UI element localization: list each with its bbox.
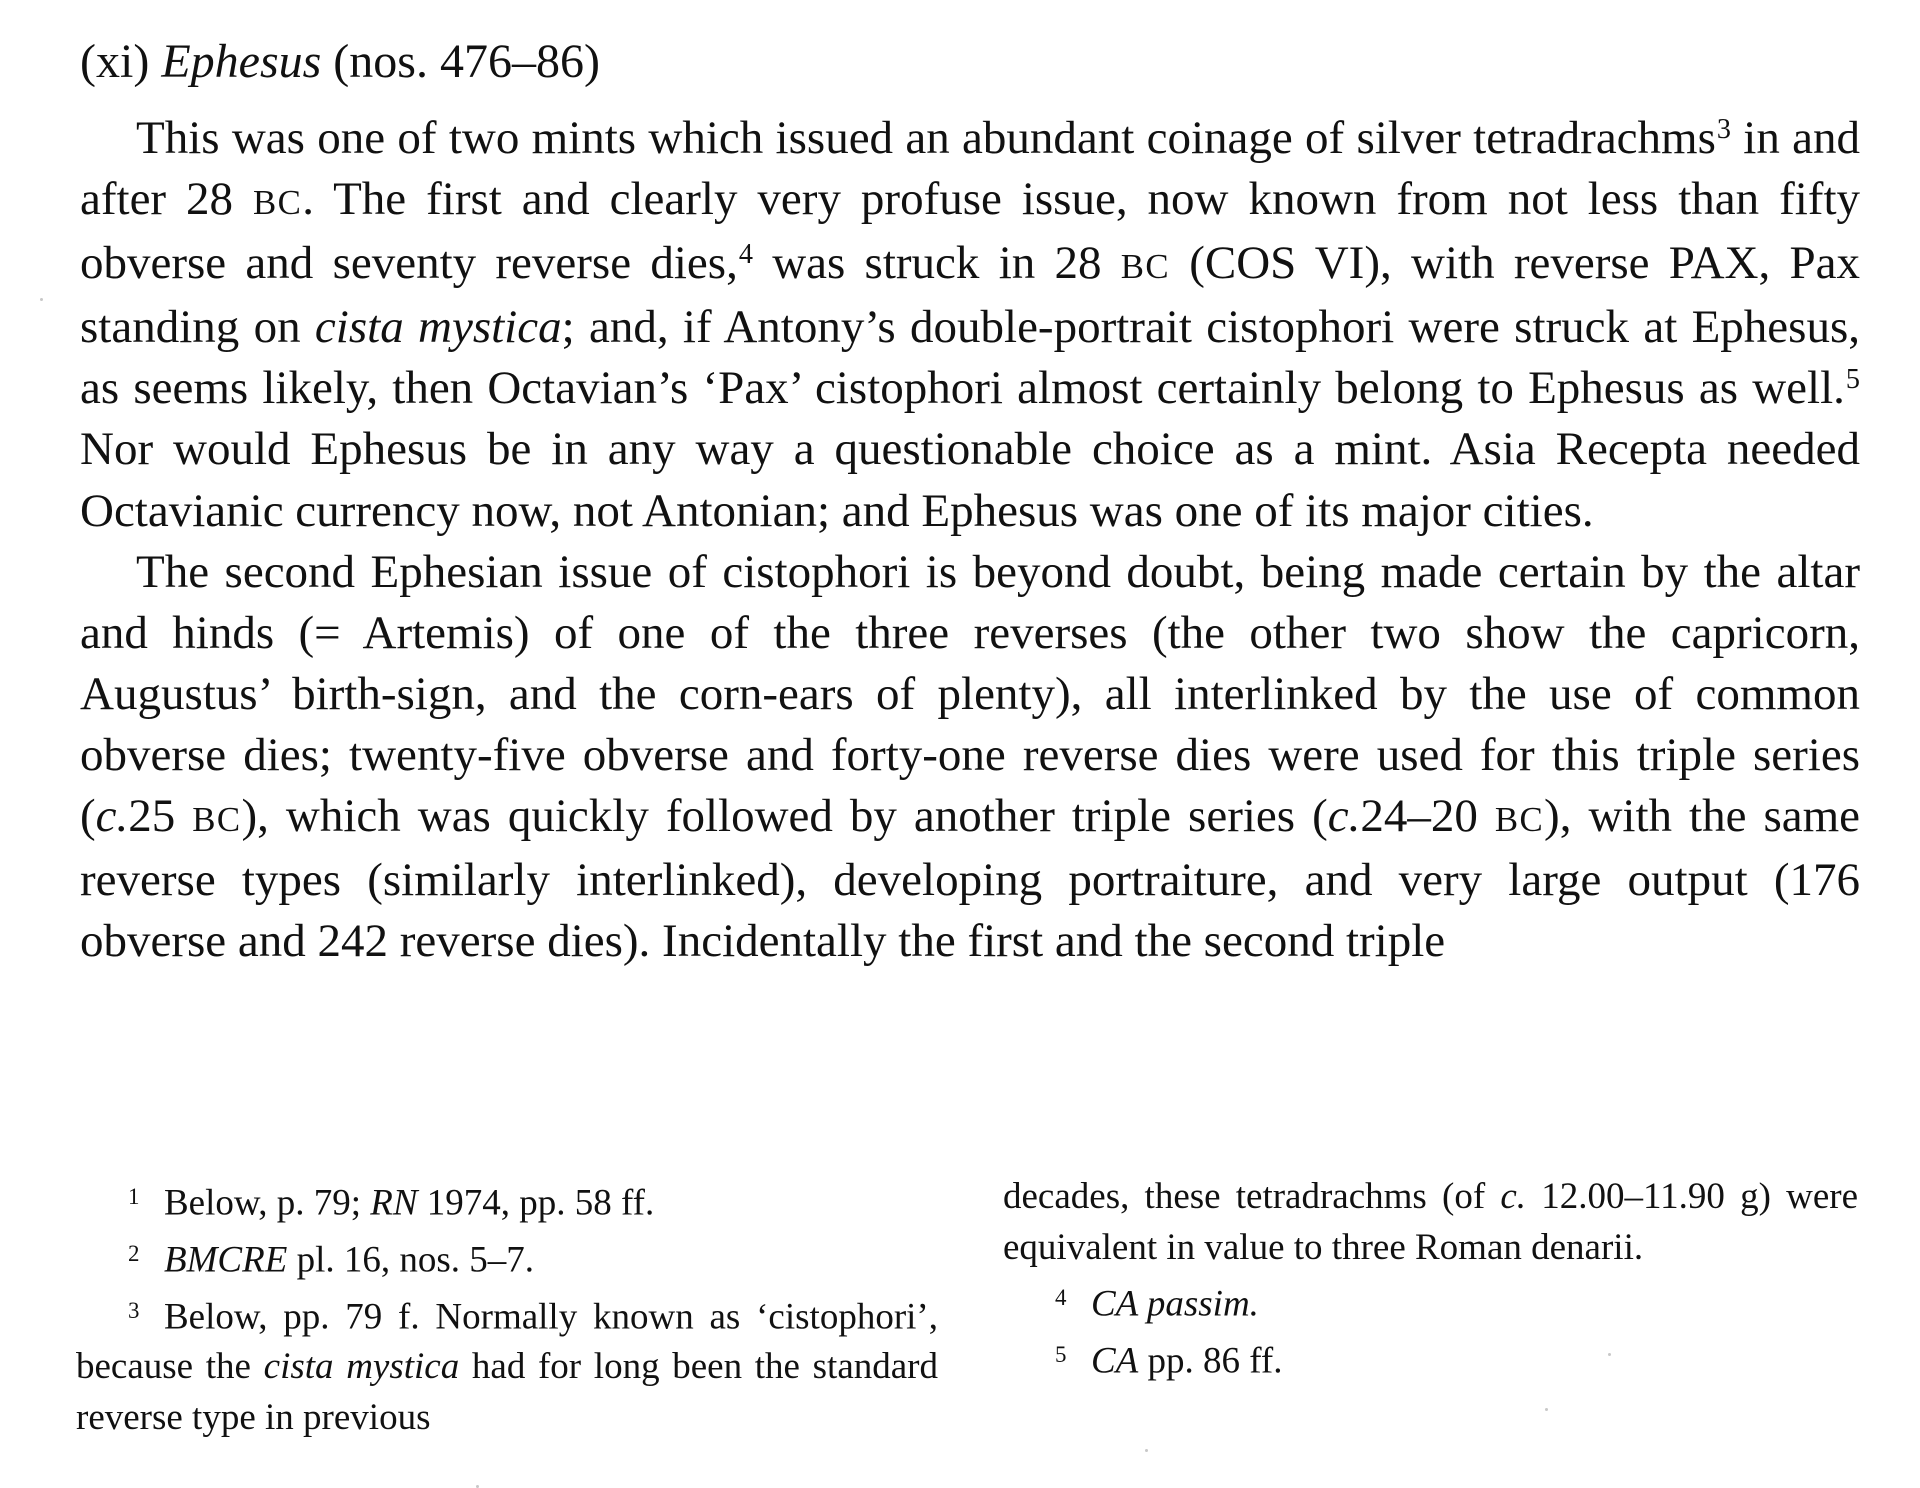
text-run: The second Ephesian issue of cistophori is beyond doubt, being made certain by the altar and hinds (= Artemis) of one of the three reverses (the other two show the capricorn, Augustus’ birth-sign, and the corn-ears of plenty), all interlinked by the use of common obverse dies; twenty-five obverse and forty-one reverse dies were used for this triple series (	[80, 545, 1860, 843]
scan-speck	[1608, 1353, 1611, 1356]
italic-term: cista mystica	[314, 301, 562, 354]
footnote-text: had for long been the standard reverse type in previous	[76, 1346, 938, 1438]
era-abbrev: BC	[192, 800, 242, 840]
footnote-italic: BMCRE	[164, 1239, 288, 1281]
section-number: (xi)	[80, 35, 150, 88]
paragraph-2	[80, 542, 1860, 973]
section-range: (nos. 476–86)	[333, 35, 600, 88]
footnote-text: decades, these tetradrachms (of	[1003, 1176, 1501, 1217]
text-run: ), with the same reverse types (similarly interlinked), developing portraiture, and very large output (176 obverse and 242 reverse dies). Incidentally the first and the second triple	[80, 790, 1861, 968]
section-place: Ephesus	[161, 35, 322, 88]
footnote-italic: RN	[370, 1182, 418, 1224]
footnote-text: 1974, pp. 58 ff.	[417, 1182, 655, 1224]
footnote-text: pp. 86 ff.	[1138, 1340, 1283, 1382]
footnotes-right-column	[1003, 1172, 1858, 1387]
footnote-number: 2	[128, 1240, 140, 1266]
text-run: 25	[128, 790, 193, 843]
footnote-italic: c.	[1500, 1176, 1527, 1217]
body-text	[80, 108, 1860, 972]
era-abbrev: BC	[253, 183, 303, 223]
footnote-italic: CA passim.	[1091, 1283, 1259, 1325]
footnote-number: 1	[128, 1184, 140, 1209]
scan-speck	[40, 298, 43, 301]
footnote-italic: cista mystica	[263, 1346, 460, 1388]
footnote-3	[76, 1286, 938, 1444]
text-run: ), which was quickly followed by another triple series (	[241, 790, 1328, 843]
era-abbrev: BC	[1494, 800, 1545, 840]
footnote-5	[1003, 1330, 1858, 1387]
section-heading	[80, 32, 600, 92]
footnote-text: pl. 16, nos. 5–7.	[287, 1239, 534, 1281]
footnote-ref-5[interactable]: 5	[1845, 363, 1860, 395]
text-run: in and after 28	[80, 112, 1860, 226]
text-run: ; and, if Antony’s double-portrait cistophori were struck at Ephesus, as seems likely, then Octavian’s ‘Pax’ cistophori almost certainly belong to Ephesus as well.	[80, 301, 1861, 415]
footnote-number: 3	[128, 1297, 140, 1323]
circa-abbrev: c.	[1327, 790, 1361, 843]
scan-speck	[1545, 1408, 1548, 1411]
footnote-ref-3[interactable]: 3	[1716, 113, 1731, 145]
footnote-2	[76, 1229, 938, 1286]
text-run: . The first and clearly very profuse issue, now known from not less than fifty obverse and seventy reverse dies,	[80, 173, 1861, 290]
footnote-text: Below, pp. 79 f. Normally known as ‘cistophori’, because the	[76, 1295, 938, 1388]
circa-abbrev: c.	[95, 790, 129, 843]
text-run: This was one of two mints which issued an abundant coinage of silver tetradrachms	[136, 112, 1716, 164]
footnote-text: 12.00–11.90 g) were equivalent in value to three Roman denarii.	[1003, 1176, 1858, 1268]
era-abbrev: BC	[1120, 247, 1170, 287]
scan-speck	[1145, 1449, 1148, 1452]
footnote-number: 4	[1055, 1285, 1067, 1310]
footnote-number: 5	[1055, 1341, 1067, 1367]
text-run: 24–20	[1360, 790, 1495, 843]
text-run: Nor would Ephesus be in any way a questionable choice as a mint. Asia Recepta needed Octavianic currency now, not Antonian; and Ephesus was one of its major cities.	[80, 423, 1860, 537]
footnote-text: Below, p. 79;	[164, 1182, 371, 1224]
text-run: (COS VI), with reverse PAX, Pax standing on	[80, 237, 1861, 354]
footnote-1	[76, 1172, 938, 1229]
footnotes-left-column	[76, 1172, 938, 1443]
footnote-ref-4[interactable]: 4	[738, 238, 753, 270]
footnote-4	[1003, 1273, 1858, 1330]
text-run: was struck in 28	[752, 237, 1121, 290]
paragraph-1	[80, 108, 1860, 542]
footnote-3-continued	[1003, 1172, 1858, 1273]
footnote-italic: CA	[1091, 1340, 1139, 1382]
